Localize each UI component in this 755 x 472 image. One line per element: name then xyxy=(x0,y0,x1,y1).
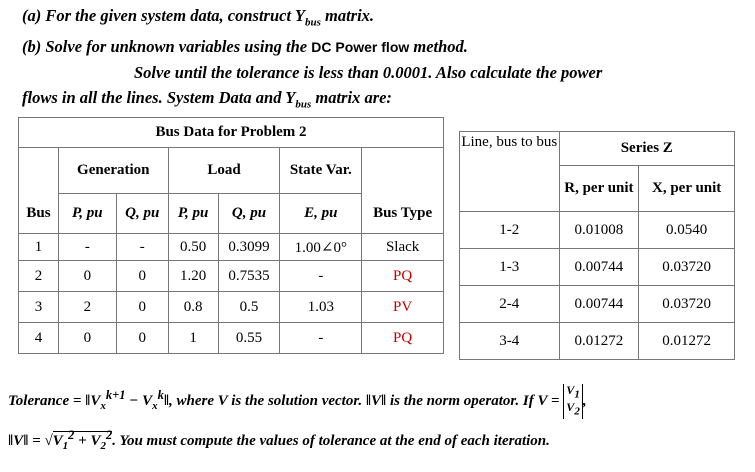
bus-data-table xyxy=(18,117,444,354)
x-cell: 0.03720 xyxy=(639,286,735,323)
p-load-cell: 0.8 xyxy=(168,292,218,323)
table-row xyxy=(460,286,735,323)
e-cell: - xyxy=(280,261,362,292)
bus-col-header: Bus xyxy=(19,194,59,234)
bus-table-title: Bus Data for Problem 2 xyxy=(19,118,444,148)
r-cell: 0.00744 xyxy=(559,249,639,286)
p-gen-header: P, pu xyxy=(58,194,116,234)
x-cell: 0.03720 xyxy=(639,249,735,286)
line-data-table xyxy=(459,131,735,360)
table-row xyxy=(460,212,735,249)
generation-header: Generation xyxy=(58,148,168,194)
table-row xyxy=(460,249,735,286)
bus-type-header: Bus Type xyxy=(362,194,444,234)
series-z-header: Series Z xyxy=(559,132,734,166)
x-header: X, per unit xyxy=(639,166,735,212)
bus-number: 3 xyxy=(19,292,59,323)
bus-type-cell: Slack xyxy=(362,234,444,261)
part-b-text: (b) Solve for unknown variables using the DC Power flow method. xyxy=(22,37,468,56)
line-cell: 3-4 xyxy=(460,323,560,360)
p-gen-cell: 2 xyxy=(58,292,116,323)
line-cell: 2-4 xyxy=(460,286,560,323)
e-cell: 1.00∠0° xyxy=(280,234,362,261)
part-b-text-2: Solve until the tolerance is less than 0.0001. Also calculate the power xyxy=(134,63,603,82)
table-row xyxy=(19,234,444,261)
p-load-cell: 1 xyxy=(168,323,218,354)
e-cell: - xyxy=(280,323,362,354)
q-load-header: Q, pu xyxy=(218,194,280,234)
table-row xyxy=(19,261,444,292)
q-gen-cell: 0 xyxy=(116,292,168,323)
part-b-text-3: flows in all the lines. System Data and $Y_{bus}$ matrix are: xyxy=(22,88,392,111)
line-cell: 1-3 xyxy=(460,249,560,286)
state-var-header: State Var. xyxy=(280,148,362,194)
norm-definition: ‖V‖ = $√V_1^2 + V_2^2$. You must compute the values of tolerance at the end of each iteration. xyxy=(8,428,550,452)
p-load-cell: 0.50 xyxy=(168,234,218,261)
part-a-text: (a) For the given system data, construct $Y_{bus}$ matrix. xyxy=(22,6,375,29)
q-load-cell: 0.7535 xyxy=(218,261,280,292)
r-cell: 0.00744 xyxy=(559,286,639,323)
q-gen-cell: 0 xyxy=(116,261,168,292)
bus-number: 4 xyxy=(19,323,59,354)
bus-type-cell: PQ xyxy=(362,261,444,292)
bus-number: 2 xyxy=(19,261,59,292)
load-header: Load xyxy=(168,148,280,194)
x-cell: 0.01272 xyxy=(639,323,735,360)
table-row xyxy=(460,323,735,360)
r-cell: 0.01272 xyxy=(559,323,639,360)
r-cell: 0.01008 xyxy=(559,212,639,249)
q-load-cell: 0.3099 xyxy=(218,234,280,261)
e-header: E, pu xyxy=(280,194,362,234)
p-gen-cell: 0 xyxy=(58,323,116,354)
x-cell: 0.0540 xyxy=(639,212,735,249)
table-row xyxy=(19,292,444,323)
e-cell: 1.03 xyxy=(280,292,362,323)
r-header: R, per unit xyxy=(559,166,639,212)
tolerance-definition: Tolerance = $‖V_x^{k+1}$ − $V_x^k‖$, where V is the solution vector. ‖V‖ is the norm operator. If $V = V_1$ $V_2$, xyxy=(8,383,587,418)
p-load-cell: 1.20 xyxy=(168,261,218,292)
q-gen-cell: - xyxy=(116,234,168,261)
q-gen-header: Q, pu xyxy=(116,194,168,234)
bus-number: 1 xyxy=(19,234,59,261)
p-load-header: P, pu xyxy=(168,194,218,234)
vector-v: $V_1$ $V_2$ xyxy=(563,384,583,419)
q-gen-cell: 0 xyxy=(116,323,168,354)
line-cell: 1-2 xyxy=(460,212,560,249)
bus-type-cell: PV xyxy=(362,292,444,323)
p-gen-cell: 0 xyxy=(58,261,116,292)
p-gen-cell: - xyxy=(58,234,116,261)
line-col-header: Line, bus to bus xyxy=(460,132,560,212)
q-load-cell: 0.5 xyxy=(218,292,280,323)
bus-type-cell: PQ xyxy=(362,323,444,354)
q-load-cell: 0.55 xyxy=(218,323,280,354)
table-row xyxy=(19,323,444,354)
